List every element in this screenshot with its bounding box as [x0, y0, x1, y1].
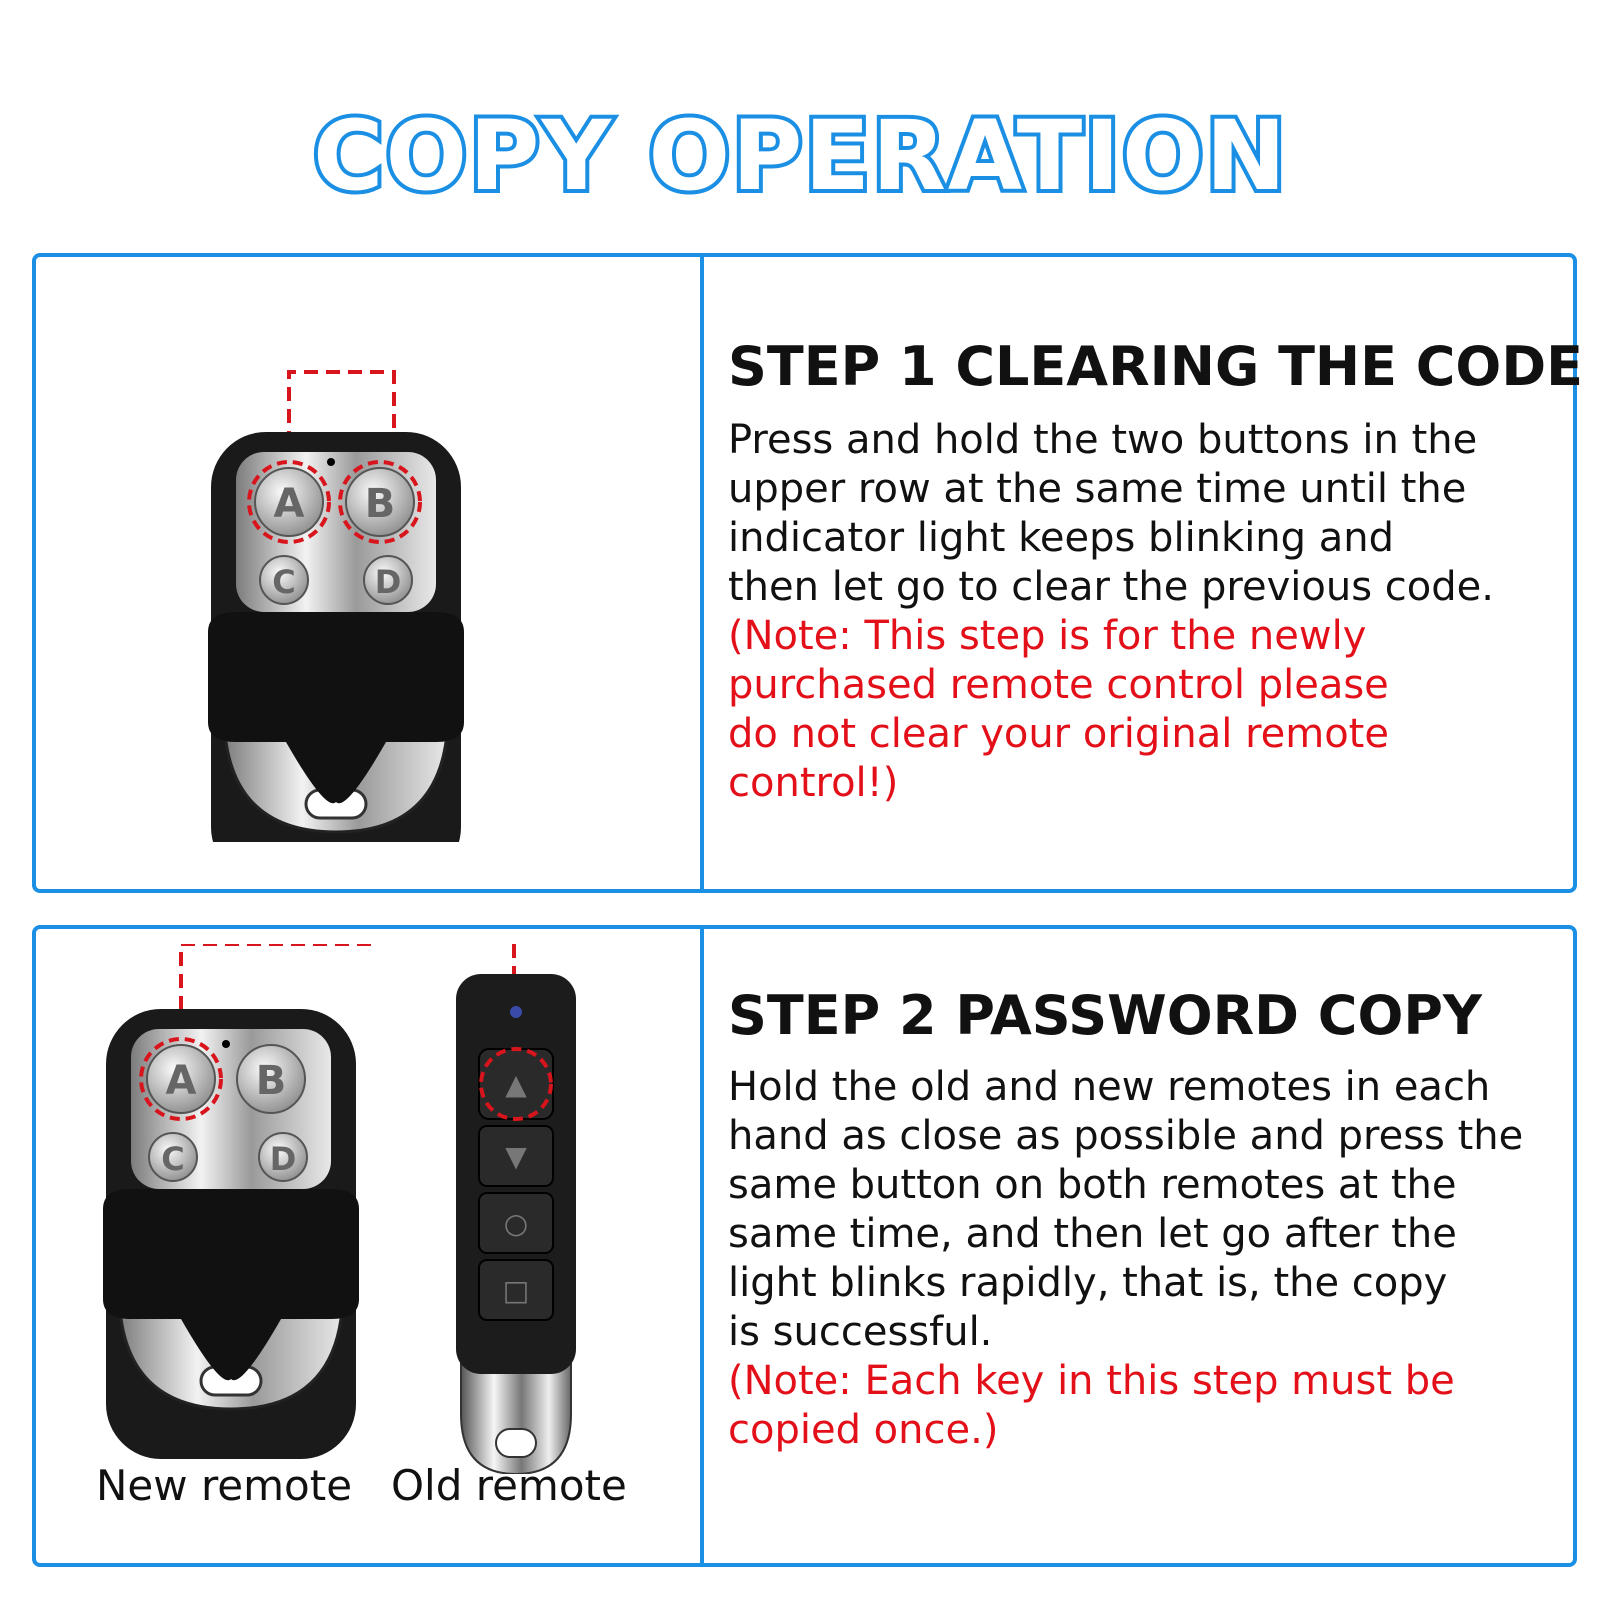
remote-button-d: D: [269, 1140, 297, 1178]
step1-body-line: Press and hold the two buttons in the: [728, 417, 1478, 463]
step1-note-line: purchased remote control please: [728, 662, 1389, 708]
step2-body-line: light blinks rapidly, that is, the copy: [728, 1260, 1448, 1306]
step2-body-line: is successful.: [728, 1309, 993, 1355]
old-remote-down-button: ▼: [505, 1140, 527, 1173]
remote-button-b: B: [364, 481, 396, 527]
step1-note-line: (Note: This step is for the newly: [728, 613, 1367, 659]
new-remote-illustration: [196, 312, 476, 842]
step2-heading: STEP 2 PASSWORD COPY: [728, 984, 1483, 1047]
remote-button-a: A: [165, 1058, 197, 1104]
page-title: COPY OPERATION: [313, 100, 1288, 212]
old-remote-illustration: [441, 944, 591, 1474]
old-remote-up-button: ▲: [505, 1068, 527, 1101]
step1-heading: STEP 1 CLEARING THE CODE: [728, 335, 1584, 398]
panel-divider: [700, 257, 704, 889]
old-remote-square-button: □: [502, 1274, 530, 1307]
step2-body: [728, 1063, 1559, 1357]
step2-body-line: hand as close as possible and press the: [728, 1113, 1524, 1159]
old-remote-caption: Old remote: [391, 1461, 627, 1510]
step1-panel: [32, 253, 1584, 893]
panel-divider: [700, 929, 704, 1563]
new-remote-illustration: [91, 944, 371, 1474]
old-remote-circle-button: ○: [503, 1207, 529, 1240]
step1-note-line: control!): [728, 760, 899, 806]
step2-body-line: Hold the old and new remotes in each: [728, 1064, 1491, 1110]
step1-note-line: do not clear your original remote: [728, 711, 1389, 757]
step2-note-line: copied once.): [728, 1407, 999, 1453]
remote-button-b: B: [255, 1058, 287, 1104]
step1-body-line: indicator light keeps blinking and: [728, 515, 1395, 561]
remote-button-d: D: [374, 563, 402, 601]
step2-body-line: same time, and then let go after the: [728, 1211, 1457, 1257]
remote-button-c: C: [272, 563, 296, 601]
step1-note: [728, 612, 1559, 808]
step2-panel: [32, 925, 1577, 1567]
step1-body-line: upper row at the same time until the: [728, 466, 1467, 512]
new-remote-caption: New remote: [96, 1461, 353, 1510]
step2-note-line: (Note: Each key in this step must be: [728, 1358, 1455, 1404]
step1-body: [728, 416, 1559, 612]
remote-button-c: C: [161, 1140, 185, 1178]
step2-note: [728, 1357, 1559, 1455]
step1-body-line: then let go to clear the previous code.: [728, 564, 1494, 610]
remote-button-a: A: [273, 481, 305, 527]
step2-body-line: same button on both remotes at the: [728, 1162, 1457, 1208]
